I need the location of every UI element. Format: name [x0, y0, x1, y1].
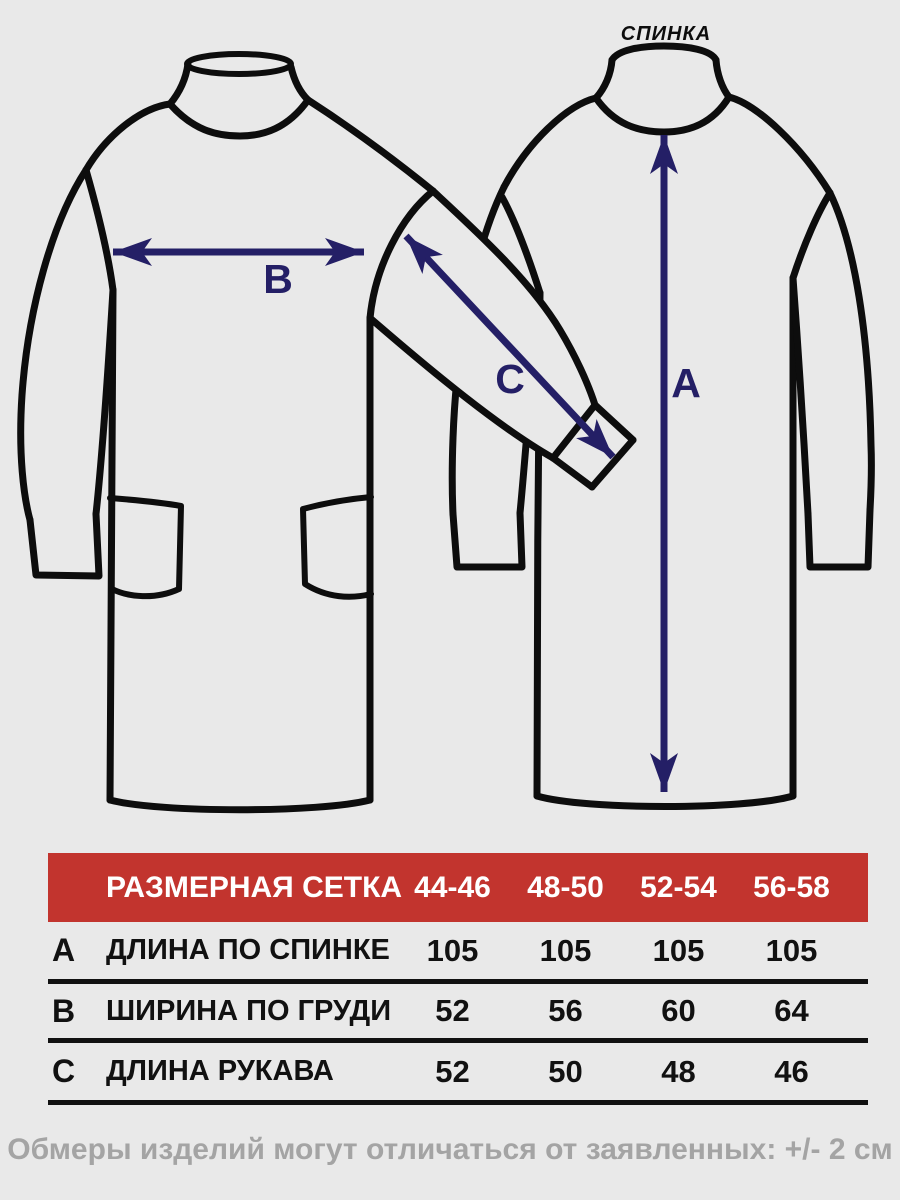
table-row-b [48, 984, 868, 1043]
row-value: 64 [774, 993, 809, 1028]
back-view-label: СПИНКА [620, 23, 712, 45]
back-hem [537, 796, 793, 807]
back-collar [612, 46, 716, 60]
row-label: ДЛИНА ПО СПИНКЕ [106, 934, 390, 966]
row-label: ДЛИНА РУКАВА [106, 1055, 334, 1087]
row-value: 52 [435, 1053, 470, 1089]
back-right-sleeve-outer [830, 193, 871, 510]
row-value: 60 [661, 993, 696, 1028]
row-value: 52 [435, 993, 470, 1028]
arrow-label-b: B [263, 256, 293, 302]
row-value: 50 [548, 1053, 583, 1089]
size-column-4: 56-58 [753, 870, 830, 904]
row-value: 105 [652, 932, 705, 968]
row-value: 105 [765, 932, 818, 968]
back-left-cuff [453, 513, 522, 567]
size-table [48, 853, 868, 1105]
row-label: ШИРИНА ПО ГРУДИ [106, 994, 392, 1027]
back-collar-right [716, 60, 729, 97]
tolerance-note: Обмеры изделий могут отличаться от заявленных: +/- 2 см [7, 1133, 893, 1166]
back-right-shoulder [729, 97, 830, 193]
table-row-a [48, 922, 868, 984]
row-letter: A [52, 932, 76, 968]
back-left-shoulder [504, 98, 596, 187]
front-body-left [110, 290, 113, 800]
arrow-label-a: A [671, 360, 701, 406]
size-column-1: 44-46 [414, 870, 491, 904]
size-table-header [48, 853, 868, 922]
arrow-label-c: C [495, 356, 525, 402]
row-value: 105 [539, 932, 592, 968]
size-column-3: 52-54 [640, 870, 717, 904]
back-right-cuff [808, 510, 870, 567]
row-value: 46 [774, 1053, 809, 1089]
back-right-armhole [793, 193, 830, 278]
row-value: 105 [426, 932, 479, 968]
row-value: 56 [548, 993, 583, 1028]
row-letter: B [52, 992, 76, 1029]
size-column-2: 48-50 [527, 870, 604, 904]
back-collar-left [596, 60, 612, 98]
table-row-c [48, 1043, 868, 1105]
row-letter: C [52, 1053, 76, 1089]
back-neckline [596, 97, 729, 132]
row-value: 48 [661, 1053, 696, 1089]
size-table-title: РАЗМЕРНАЯ СЕТКА [106, 870, 403, 904]
